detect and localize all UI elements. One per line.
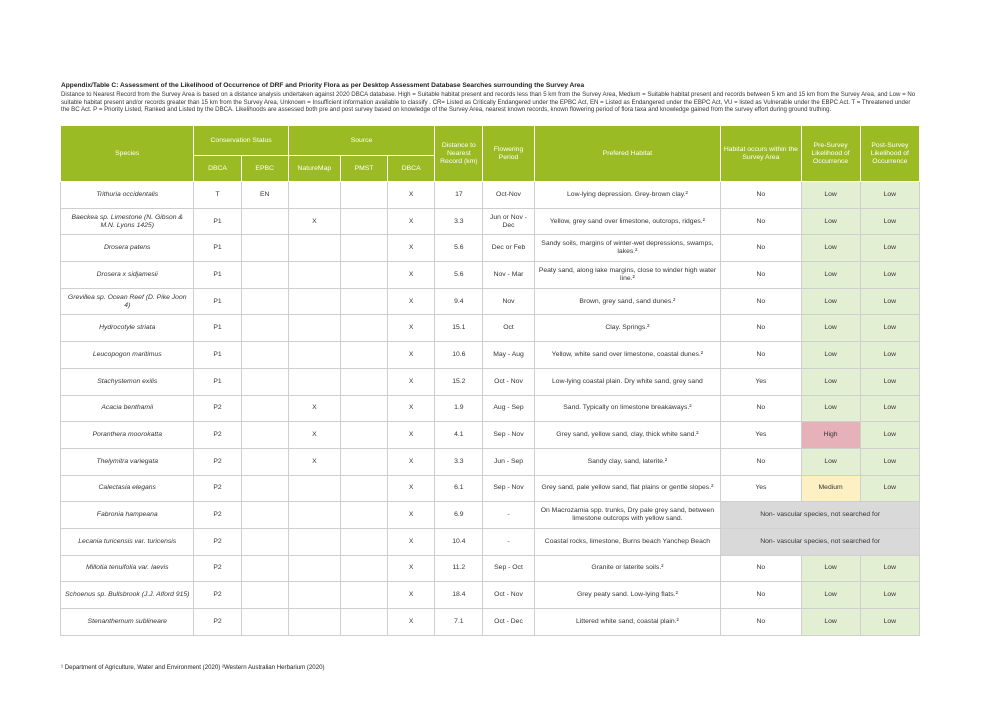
- intro-text: Distance to Nearest Record from the Survey Area is based on a distance analysis undertaken against 2020 DBCA database. High = Suitable habitat present and records less than 5 km from the Survey Area, Medium = Suitable habitat present and records between 5 km and 15 km from the Survey Area, and Low = No suitable habitat present and/or records greater than 15 km from the Survey Area, Unknown = Insufficient information available to classify . CR= Listed as Critically Endangered under the EPBC Act, EN = Listed as Endangered under the EBPC Act, VU = listed as Vulnerable under the EBPC Act. T = Threatened under the BC Act. P = Priority Listed, Ranked and Listed by the DBCA. Likelihoods are assessed both pre and post survey based on knowledge of the Survey Area, nearest known records, known flowering period of flora taxa and knowledge gained from the survey effort during ground truthing.: [61, 91, 916, 114]
- pre-survey-likelihood: Low: [801, 368, 860, 395]
- dbca-source-cell: X: [388, 315, 435, 342]
- flowering-cell: Oct - Nov: [483, 368, 534, 395]
- flora-table-body: [61, 182, 920, 636]
- flowering-cell: Sep - Nov: [483, 422, 534, 449]
- pmst-cell: [340, 528, 387, 555]
- habitat-occurs-cell: No: [721, 555, 801, 582]
- pre-survey-likelihood: Low: [801, 555, 860, 582]
- table-row: [61, 448, 920, 475]
- pmst-cell: [340, 182, 387, 209]
- distance-cell: 6.1: [435, 475, 483, 502]
- distance-cell: 17: [435, 182, 483, 209]
- pmst-cell: [340, 395, 387, 422]
- epbc-cell: EN: [241, 182, 288, 209]
- habitat-header: Prefered Habitat: [534, 126, 721, 182]
- habitat-cell: Yellow, white sand over limestone, coastal dunes.²: [534, 342, 721, 369]
- dbca-status-header: DBCA: [194, 156, 241, 182]
- dbca-status-cell: P2: [194, 609, 241, 636]
- habitat-cell: Sandy clay, sand, laterite.²: [534, 448, 721, 475]
- pmst-cell: [340, 368, 387, 395]
- table-row: [61, 235, 920, 262]
- post-survey-likelihood: Low: [860, 555, 919, 582]
- dbca-status-cell: P2: [194, 475, 241, 502]
- post-survey-likelihood: Low: [860, 342, 919, 369]
- naturemap-cell: [288, 528, 340, 555]
- distance-cell: 15.1: [435, 315, 483, 342]
- dbca-status-cell: P1: [194, 288, 241, 315]
- pmst-cell: [340, 235, 387, 262]
- post-survey-likelihood: Low: [860, 182, 919, 209]
- pre-survey-likelihood: Medium: [801, 475, 860, 502]
- post-survey-likelihood: Low: [860, 235, 919, 262]
- dbca-source-cell: X: [388, 182, 435, 209]
- flora-table: [60, 125, 920, 636]
- species-cell: Calectasia elegans: [61, 475, 194, 502]
- species-header: Species: [61, 126, 194, 182]
- habitat-occurs-cell: No: [721, 342, 801, 369]
- table-row: [61, 475, 920, 502]
- distance-cell: 4.1: [435, 422, 483, 449]
- pre-survey-likelihood: High: [801, 422, 860, 449]
- habitat-cell: Clay. Springs.²: [534, 315, 721, 342]
- dbca-source-cell: X: [388, 502, 435, 529]
- species-cell: Fabronia hampeana: [61, 502, 194, 529]
- pre-survey-likelihood: Low: [801, 262, 860, 289]
- epbc-cell: [241, 368, 288, 395]
- epbc-cell: [241, 422, 288, 449]
- dbca-status-cell: P2: [194, 502, 241, 529]
- habitat-cell: Grey sand, pale yellow sand, flat plains or gentle slopes.²: [534, 475, 721, 502]
- habitat-occurs-cell: No: [721, 288, 801, 315]
- pmst-cell: [340, 262, 387, 289]
- dbca-source-cell: X: [388, 208, 435, 235]
- post-survey-likelihood: Low: [860, 208, 919, 235]
- table-row: [61, 422, 920, 449]
- naturemap-cell: [288, 502, 340, 529]
- naturemap-cell: [288, 288, 340, 315]
- dbca-source-cell: X: [388, 528, 435, 555]
- dbca-status-cell: P2: [194, 582, 241, 609]
- table-row: [61, 315, 920, 342]
- pmst-cell: [340, 609, 387, 636]
- dbca-source-cell: X: [388, 395, 435, 422]
- naturemap-cell: X: [288, 208, 340, 235]
- epbc-cell: [241, 448, 288, 475]
- dbca-status-cell: T: [194, 182, 241, 209]
- epbc-cell: [241, 235, 288, 262]
- distance-cell: 5.6: [435, 235, 483, 262]
- epbc-cell: [241, 395, 288, 422]
- species-cell: Stenanthemum sublineare: [61, 609, 194, 636]
- dbca-status-cell: P2: [194, 395, 241, 422]
- dbca-status-cell: P2: [194, 528, 241, 555]
- naturemap-cell: [288, 555, 340, 582]
- pmst-cell: [340, 342, 387, 369]
- dbca-status-cell: P1: [194, 342, 241, 369]
- flowering-cell: Oct - Dec: [483, 609, 534, 636]
- dbca-source-cell: X: [388, 448, 435, 475]
- pmst-cell: [340, 315, 387, 342]
- dbca-source-cell: X: [388, 288, 435, 315]
- flowering-cell: Sep - Oct: [483, 555, 534, 582]
- epbc-cell: [241, 528, 288, 555]
- species-cell: Drosera x sidjamesii: [61, 262, 194, 289]
- habitat-cell: On Macrozamia spp. trunks, Dry pale grey sand, between limestone outcrops with yellow sand.: [534, 502, 721, 529]
- habitat-occurs-cell: Yes: [721, 475, 801, 502]
- flowering-cell: Sep - Nov: [483, 475, 534, 502]
- pre-survey-likelihood: Low: [801, 235, 860, 262]
- habitat-cell: Littered white sand, coastal plain.²: [534, 609, 721, 636]
- dbca-status-cell: P1: [194, 208, 241, 235]
- dbca-source-cell: X: [388, 582, 435, 609]
- pre-survey-likelihood: Low: [801, 395, 860, 422]
- post-survey-likelihood: Low: [860, 288, 919, 315]
- post-survey-likelihood: Low: [860, 582, 919, 609]
- habitat-cell: Peaty sand, along lake margins, close to winder high water line.²: [534, 262, 721, 289]
- habitat-occurs-cell: Yes: [721, 368, 801, 395]
- table-row: [61, 208, 920, 235]
- pre-survey-likelihood: Low: [801, 448, 860, 475]
- pmst-cell: [340, 555, 387, 582]
- naturemap-cell: [288, 182, 340, 209]
- dbca-source-cell: X: [388, 368, 435, 395]
- habitat-cell: Grey peaty sand. Low-lying flats.²: [534, 582, 721, 609]
- pre-survey-likelihood: Low: [801, 208, 860, 235]
- habitat-cell: Granite or laterite soils.²: [534, 555, 721, 582]
- table-row: [61, 528, 920, 555]
- distance-cell: 18.4: [435, 582, 483, 609]
- dbca-source-cell: X: [388, 609, 435, 636]
- epbc-cell: [241, 342, 288, 369]
- habitat-occurs-cell: No: [721, 448, 801, 475]
- dbca-source-header: DBCA: [388, 156, 435, 182]
- naturemap-header: NatureMap: [288, 156, 340, 182]
- species-cell: Grevillea sp. Ocean Reef (D. Pike Joon 4): [61, 288, 194, 315]
- table-row: [61, 368, 920, 395]
- footnote: ¹ Department of Agriculture, Water and Environment (2020) ²Western Australian Herbarium (2020): [61, 664, 325, 671]
- pre-survey-likelihood: Low: [801, 288, 860, 315]
- habitat-occurs-cell: No: [721, 182, 801, 209]
- table-row: [61, 342, 920, 369]
- post-survey-likelihood: Low: [860, 475, 919, 502]
- naturemap-cell: X: [288, 448, 340, 475]
- distance-cell: 10.6: [435, 342, 483, 369]
- habitat-cell: Brown, grey sand, sand dunes.²: [534, 288, 721, 315]
- pmst-cell: [340, 422, 387, 449]
- flowering-cell: Jun or Nov - Dec: [483, 208, 534, 235]
- habitat-cell: Low-lying depression. Grey-brown clay.²: [534, 182, 721, 209]
- dbca-source-cell: X: [388, 342, 435, 369]
- table-row: [61, 609, 920, 636]
- table-row: [61, 182, 920, 209]
- pre-survey-likelihood: Low: [801, 582, 860, 609]
- dbca-status-cell: P2: [194, 422, 241, 449]
- habitat-occurs-cell: No: [721, 395, 801, 422]
- pmst-cell: [340, 582, 387, 609]
- species-cell: Thelymitra variegata: [61, 448, 194, 475]
- pre-survey-likelihood: Low: [801, 315, 860, 342]
- post-survey-likelihood: Low: [860, 448, 919, 475]
- species-cell: Leucopogon maritimus: [61, 342, 194, 369]
- epbc-header: EPBC: [241, 156, 288, 182]
- habitat-cell: Yellow, grey sand over limestone, outcrops, ridges.²: [534, 208, 721, 235]
- naturemap-cell: [288, 342, 340, 369]
- flowering-cell: Aug - Sep: [483, 395, 534, 422]
- habitat-cell: Sandy soils, margins of winter-wet depressions, swamps, lakes.²: [534, 235, 721, 262]
- flowering-header: Flowering Period: [483, 126, 534, 182]
- species-cell: Lecania turicensis var. turicensis: [61, 528, 194, 555]
- flowering-cell: Dec or Feb: [483, 235, 534, 262]
- habitat-cell: Sand. Typically on limestone breakaways.²: [534, 395, 721, 422]
- species-cell: Acacia benthamii: [61, 395, 194, 422]
- post-survey-likelihood: Low: [860, 315, 919, 342]
- page-title: Appendix/Table C: Assessment of the Likelihood of Occurrence of DRF and Priority Flora as per Desktop Assessment Database Searches surrounding the Survey Area: [61, 82, 585, 89]
- flowering-cell: Nov - Mar: [483, 262, 534, 289]
- flowering-cell: -: [483, 502, 534, 529]
- distance-cell: 3.3: [435, 208, 483, 235]
- distance-cell: 9.4: [435, 288, 483, 315]
- table-row: [61, 288, 920, 315]
- distance-cell: 7.1: [435, 609, 483, 636]
- non-vascular-note: Non- vascular species, not searched for: [721, 528, 920, 555]
- species-cell: Baeckea sp. Limestone (N. Gibson & M.N. Lyons 1425): [61, 208, 194, 235]
- naturemap-cell: [288, 368, 340, 395]
- flowering-cell: May - Aug: [483, 342, 534, 369]
- dbca-status-cell: P2: [194, 448, 241, 475]
- naturemap-cell: X: [288, 395, 340, 422]
- species-cell: Schoenus sp. Bullsbrook (J.J. Alford 915): [61, 582, 194, 609]
- dbca-source-cell: X: [388, 555, 435, 582]
- epbc-cell: [241, 208, 288, 235]
- habitat-occurs-cell: No: [721, 208, 801, 235]
- species-cell: Stachystemon exilis: [61, 368, 194, 395]
- conservation-status-header: Conservation Status: [194, 126, 288, 156]
- table-row: [61, 502, 920, 529]
- table-row: [61, 262, 920, 289]
- habitat-cell: Grey sand, yellow sand, clay, thick white sand.²: [534, 422, 721, 449]
- dbca-status-cell: P1: [194, 262, 241, 289]
- dbca-status-cell: P1: [194, 315, 241, 342]
- distance-cell: 10.4: [435, 528, 483, 555]
- habitat-occurs-cell: No: [721, 609, 801, 636]
- dbca-source-cell: X: [388, 235, 435, 262]
- pmst-cell: [340, 288, 387, 315]
- flowering-cell: Oct - Nov: [483, 582, 534, 609]
- post-survey-likelihood: Low: [860, 262, 919, 289]
- species-cell: Hydrocotyle striata: [61, 315, 194, 342]
- pre-survey-likelihood: Low: [801, 609, 860, 636]
- flowering-cell: Jun - Sep: [483, 448, 534, 475]
- post-survey-header: Post-Survey Likelihood of Occurrence: [860, 126, 919, 182]
- habitat-occurs-cell: No: [721, 582, 801, 609]
- post-survey-likelihood: Low: [860, 368, 919, 395]
- dbca-status-cell: P1: [194, 368, 241, 395]
- naturemap-cell: X: [288, 422, 340, 449]
- epbc-cell: [241, 582, 288, 609]
- pmst-cell: [340, 502, 387, 529]
- flowering-cell: Nov: [483, 288, 534, 315]
- species-cell: Poranthera moorokatta: [61, 422, 194, 449]
- dbca-source-cell: X: [388, 422, 435, 449]
- pre-survey-likelihood: Low: [801, 182, 860, 209]
- pmst-cell: [340, 448, 387, 475]
- habitat-occurs-cell: No: [721, 235, 801, 262]
- habitat-occurs-header: Habitat occurs within the Survey Area: [721, 126, 801, 182]
- habitat-cell: Coastal rocks, limestone, Burns beach Yanchep Beach: [534, 528, 721, 555]
- dbca-status-cell: P2: [194, 555, 241, 582]
- epbc-cell: [241, 475, 288, 502]
- dbca-source-cell: X: [388, 475, 435, 502]
- table-row: [61, 555, 920, 582]
- post-survey-likelihood: Low: [860, 609, 919, 636]
- epbc-cell: [241, 555, 288, 582]
- table-row: [61, 582, 920, 609]
- post-survey-likelihood: Low: [860, 395, 919, 422]
- naturemap-cell: [288, 262, 340, 289]
- naturemap-cell: [288, 315, 340, 342]
- naturemap-cell: [288, 475, 340, 502]
- distance-cell: 11.2: [435, 555, 483, 582]
- epbc-cell: [241, 609, 288, 636]
- dbca-source-cell: X: [388, 262, 435, 289]
- pmst-cell: [340, 208, 387, 235]
- pre-survey-likelihood: Low: [801, 342, 860, 369]
- non-vascular-note: Non- vascular species, not searched for: [721, 502, 920, 529]
- epbc-cell: [241, 288, 288, 315]
- species-cell: Trithuria occidentalis: [61, 182, 194, 209]
- habitat-cell: Low-lying coastal plain. Dry white sand, grey sand: [534, 368, 721, 395]
- epbc-cell: [241, 262, 288, 289]
- naturemap-cell: [288, 609, 340, 636]
- naturemap-cell: [288, 235, 340, 262]
- pre-survey-header: Pre-Survey Likelihood of Occurrence: [801, 126, 860, 182]
- habitat-occurs-cell: No: [721, 262, 801, 289]
- flowering-cell: -: [483, 528, 534, 555]
- species-cell: Millotia tenuifolia var. laevis: [61, 555, 194, 582]
- species-cell: Drosera patens: [61, 235, 194, 262]
- habitat-occurs-cell: Yes: [721, 422, 801, 449]
- distance-cell: 1.9: [435, 395, 483, 422]
- epbc-cell: [241, 502, 288, 529]
- pmst-header: PMST: [340, 156, 387, 182]
- pmst-cell: [340, 475, 387, 502]
- distance-header: Distance to Nearest Record (km): [435, 126, 483, 182]
- distance-cell: 6.9: [435, 502, 483, 529]
- distance-cell: 15.2: [435, 368, 483, 395]
- distance-cell: 3.3: [435, 448, 483, 475]
- epbc-cell: [241, 315, 288, 342]
- naturemap-cell: [288, 582, 340, 609]
- table-row: [61, 395, 920, 422]
- post-survey-likelihood: Low: [860, 422, 919, 449]
- flowering-cell: Oct: [483, 315, 534, 342]
- dbca-status-cell: P1: [194, 235, 241, 262]
- source-header: Source: [288, 126, 435, 156]
- flowering-cell: Oct-Nov: [483, 182, 534, 209]
- distance-cell: 5.6: [435, 262, 483, 289]
- habitat-occurs-cell: No: [721, 315, 801, 342]
